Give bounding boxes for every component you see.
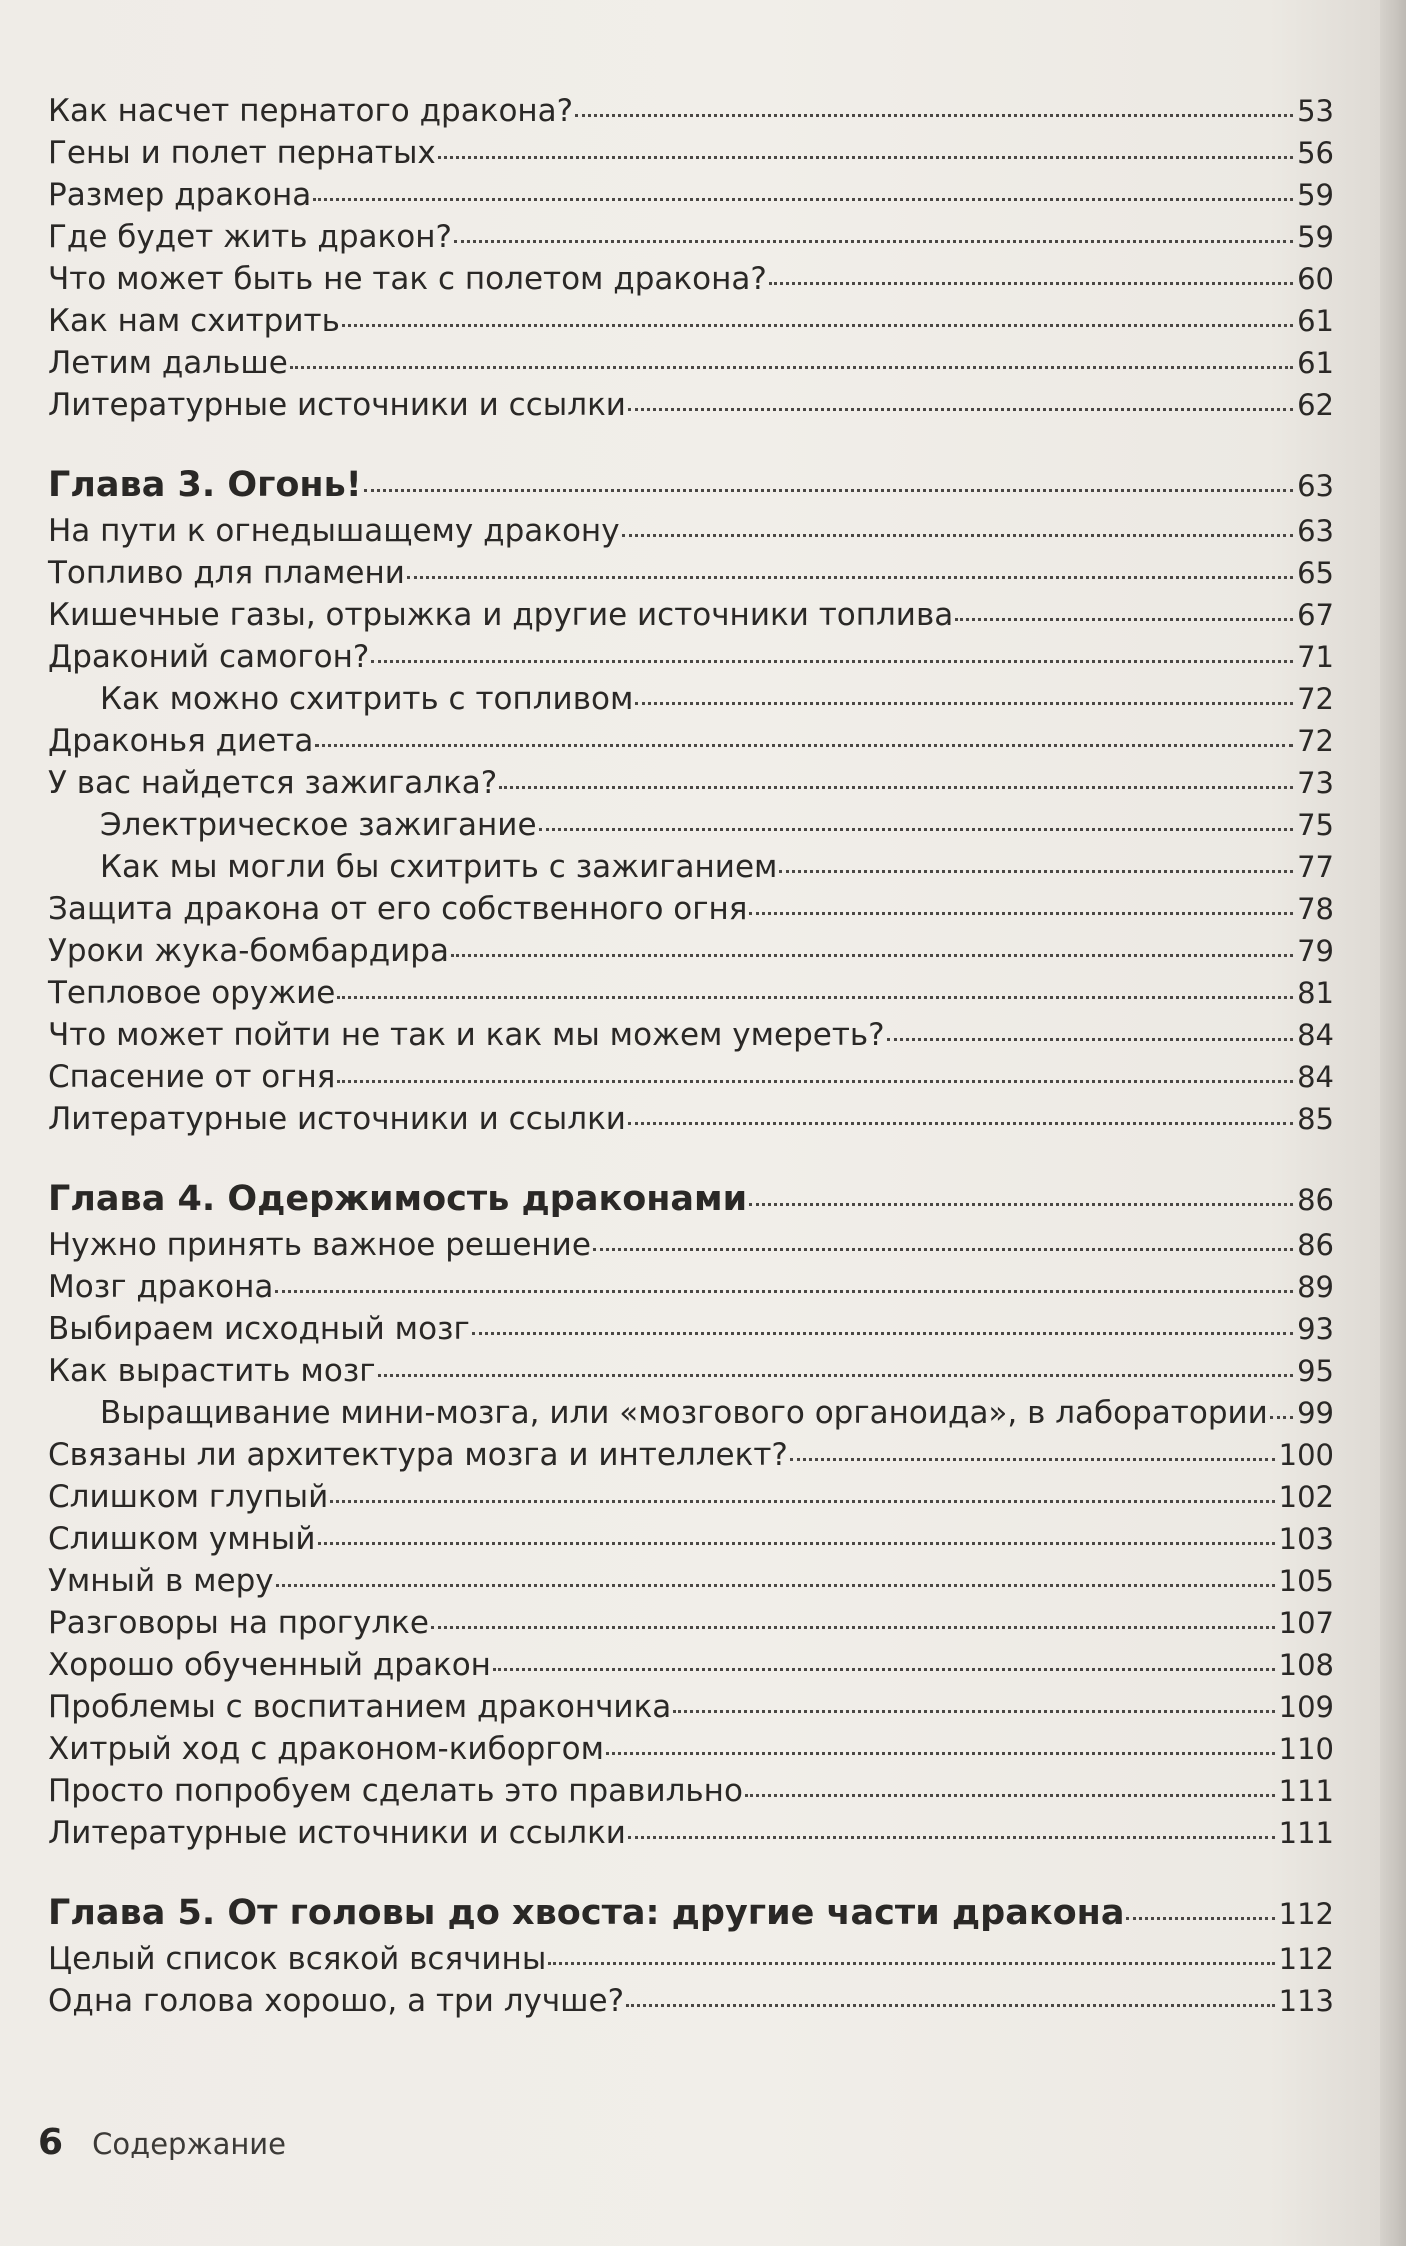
entry-page-number: 86 <box>1297 1183 1334 1217</box>
entry-title: Драконья диета <box>48 723 314 759</box>
dot-leader <box>955 618 1293 621</box>
page-footer <box>38 2118 286 2168</box>
toc-entry <box>48 552 1334 594</box>
entry-page-number: 113 <box>1278 1984 1334 2018</box>
entry-title: Умный в меру <box>48 1563 274 1599</box>
toc-entry <box>48 1560 1334 1602</box>
entry-page-number: 61 <box>1297 346 1334 380</box>
dot-leader <box>790 1458 1275 1461</box>
dot-leader <box>318 1542 1275 1545</box>
dot-leader <box>330 1500 1274 1503</box>
entry-title: Где будет жить дракон? <box>48 219 452 255</box>
entry-page-number: 63 <box>1297 469 1334 503</box>
entry-title: У вас найдется зажигалка? <box>48 765 498 801</box>
entry-title: Как нам схитрить <box>48 303 340 339</box>
entry-title: Разговоры на прогулке <box>48 1605 429 1641</box>
dot-leader <box>628 1836 1275 1839</box>
toc-entry <box>48 1266 1334 1308</box>
entry-page-number: 102 <box>1278 1480 1334 1514</box>
toc-entry <box>48 1644 1334 1686</box>
entry-page-number: 111 <box>1278 1774 1334 1808</box>
entry-title: Что может пойти не так и как мы можем умереть? <box>48 1017 885 1053</box>
toc-entry <box>48 258 1334 300</box>
dot-leader <box>622 534 1294 537</box>
entry-title: Размер дракона <box>48 177 312 213</box>
dot-leader <box>276 1584 1275 1587</box>
entry-page-number: 59 <box>1297 220 1334 254</box>
dot-leader <box>626 2004 1275 2007</box>
toc-entry <box>48 1938 1334 1980</box>
toc-entry <box>48 132 1334 174</box>
toc-entry <box>48 1770 1334 1812</box>
dot-leader <box>438 156 1293 159</box>
toc-section <box>48 1174 1334 1854</box>
dot-leader <box>472 1332 1293 1335</box>
entry-page-number: 84 <box>1297 1018 1334 1052</box>
toc-entry <box>48 930 1334 972</box>
toc-entry <box>48 384 1334 426</box>
entry-title: Как мы могли бы схитрить с зажиганием <box>100 849 778 885</box>
entry-title: Хорошо обученный дракон <box>48 1647 491 1683</box>
toc-entry <box>48 1812 1334 1854</box>
entry-title: Слишком умный <box>48 1521 316 1557</box>
dot-leader <box>575 114 1293 117</box>
dot-leader <box>749 1203 1293 1206</box>
entry-page-number: 100 <box>1278 1438 1334 1472</box>
toc-entry <box>48 594 1334 636</box>
entry-page-number: 112 <box>1278 1942 1334 1976</box>
entry-page-number: 99 <box>1297 1396 1334 1430</box>
chapter-heading <box>48 1888 1334 1938</box>
entry-title: Литературные источники и ссылки <box>48 1815 626 1851</box>
entry-page-number: 109 <box>1278 1690 1334 1724</box>
entry-page-number: 71 <box>1297 640 1334 674</box>
toc-entry <box>48 1602 1334 1644</box>
dot-leader <box>275 1290 1293 1293</box>
dot-leader <box>745 1794 1275 1797</box>
dot-leader <box>628 1122 1293 1125</box>
toc-entry <box>48 888 1334 930</box>
entry-page-number: 53 <box>1297 94 1334 128</box>
entry-page-number: 103 <box>1278 1522 1334 1556</box>
dot-leader <box>315 744 1293 747</box>
entry-title: Как вырастить мозг <box>48 1353 376 1389</box>
entry-title: Одна голова хорошо, а три лучше? <box>48 1983 625 2019</box>
dot-leader <box>378 1374 1294 1377</box>
entry-title: Гены и полет пернатых <box>48 135 436 171</box>
dot-leader <box>593 1248 1293 1251</box>
toc-entry <box>48 1224 1334 1266</box>
entry-title: Драконий самогон? <box>48 639 370 675</box>
entry-title: Связаны ли архитектура мозга и интеллект? <box>48 1437 788 1473</box>
entry-page-number: 112 <box>1278 1897 1334 1931</box>
toc-entry <box>48 1434 1334 1476</box>
entry-title: Проблемы с воспитанием дракончика <box>48 1689 672 1725</box>
toc-entry <box>48 342 1334 384</box>
entry-page-number: 93 <box>1297 1312 1334 1346</box>
toc-entry <box>48 762 1334 804</box>
toc-entry <box>48 174 1334 216</box>
toc-subentry <box>48 1392 1334 1434</box>
dot-leader <box>342 324 1293 327</box>
entry-title: Уроки жука-бомбардира <box>48 933 449 969</box>
dot-leader <box>628 408 1293 411</box>
section-gap <box>48 426 1334 460</box>
entry-title: Как можно схитрить с топливом <box>100 681 634 717</box>
entry-title: На пути к огнедышащему дракону <box>48 513 620 549</box>
entry-page-number: 110 <box>1278 1732 1334 1766</box>
toc-entry <box>48 510 1334 552</box>
entry-page-number: 108 <box>1278 1648 1334 1682</box>
toc-entry <box>48 636 1334 678</box>
entry-page-number: 67 <box>1297 598 1334 632</box>
footer-section-label: Содержание <box>92 2127 286 2161</box>
entry-title: Что может быть не так с полетом дракона? <box>48 261 767 297</box>
entry-page-number: 60 <box>1297 262 1334 296</box>
entry-page-number: 89 <box>1297 1270 1334 1304</box>
dot-leader <box>606 1752 1275 1755</box>
dot-leader <box>431 1626 1275 1629</box>
entry-page-number: 63 <box>1297 514 1334 548</box>
dot-leader <box>290 366 1293 369</box>
dot-leader <box>364 489 1293 492</box>
table-of-contents <box>48 90 1334 2022</box>
dot-leader <box>371 660 1293 663</box>
toc-subentry <box>48 804 1334 846</box>
entry-page-number: 111 <box>1278 1816 1334 1850</box>
entry-title: Тепловое оружие <box>48 975 336 1011</box>
dot-leader <box>451 954 1293 957</box>
toc-entry <box>48 1056 1334 1098</box>
dot-leader <box>454 240 1293 243</box>
entry-page-number: 86 <box>1297 1228 1334 1262</box>
entry-page-number: 73 <box>1297 766 1334 800</box>
dot-leader <box>673 1710 1274 1713</box>
dot-leader <box>337 996 1293 999</box>
entry-page-number: 79 <box>1297 934 1334 968</box>
toc-entry <box>48 90 1334 132</box>
toc-subentry <box>48 678 1334 720</box>
entry-page-number: 81 <box>1297 976 1334 1010</box>
section-gap <box>48 1140 1334 1174</box>
dot-leader <box>635 702 1293 705</box>
entry-title: Слишком глупый <box>48 1479 329 1515</box>
entry-title: Выбираем исходный мозг <box>48 1311 470 1347</box>
toc-section <box>48 1888 1334 2022</box>
toc-section <box>48 90 1334 426</box>
dot-leader <box>769 282 1293 285</box>
toc-section <box>48 460 1334 1140</box>
entry-title: Защита дракона от его собственного огня <box>48 891 748 927</box>
entry-title: Выращивание мини-мозга, или «мозгового органоида», в лаборатории <box>100 1395 1268 1431</box>
dot-leader <box>1270 1416 1293 1419</box>
toc-entry <box>48 1518 1334 1560</box>
entry-title: Глава 5. От головы до хвоста: другие части дракона <box>48 1893 1125 1933</box>
entry-page-number: 72 <box>1297 724 1334 758</box>
dot-leader <box>548 1962 1274 1965</box>
entry-page-number: 84 <box>1297 1060 1334 1094</box>
section-gap <box>48 1854 1334 1888</box>
entry-title: Глава 3. Огонь! <box>48 465 362 505</box>
entry-title: Электрическое зажигание <box>100 807 537 843</box>
toc-entry <box>48 216 1334 258</box>
entry-title: Глава 4. Одержимость драконами <box>48 1179 748 1219</box>
chapter-heading <box>48 460 1334 510</box>
entry-page-number: 85 <box>1297 1102 1334 1136</box>
entry-page-number: 56 <box>1297 136 1334 170</box>
entry-page-number: 78 <box>1297 892 1334 926</box>
toc-subentry <box>48 846 1334 888</box>
entry-page-number: 107 <box>1278 1606 1334 1640</box>
toc-entry <box>48 1014 1334 1056</box>
entry-title: Как насчет пернатого дракона? <box>48 93 574 129</box>
page-edge <box>1380 0 1406 2246</box>
toc-entry <box>48 1350 1334 1392</box>
toc-entry <box>48 1098 1334 1140</box>
dot-leader <box>887 1038 1293 1041</box>
dot-leader <box>499 786 1293 789</box>
entry-title: Летим дальше <box>48 345 288 381</box>
toc-entry <box>48 1476 1334 1518</box>
toc-entry <box>48 972 1334 1014</box>
entry-title: Мозг дракона <box>48 1269 274 1305</box>
entry-title: Литературные источники и ссылки <box>48 387 626 423</box>
entry-page-number: 77 <box>1297 850 1334 884</box>
entry-page-number: 105 <box>1278 1564 1334 1598</box>
toc-entry <box>48 1686 1334 1728</box>
entry-title: Просто попробуем сделать это правильно <box>48 1773 743 1809</box>
entry-page-number: 65 <box>1297 556 1334 590</box>
entry-title: Кишечные газы, отрыжка и другие источники топлива <box>48 597 954 633</box>
dot-leader <box>539 828 1294 831</box>
footer-page-number: 6 <box>38 2122 64 2163</box>
dot-leader <box>407 576 1293 579</box>
dot-leader <box>749 912 1293 915</box>
entry-page-number: 95 <box>1297 1354 1334 1388</box>
toc-entry <box>48 720 1334 762</box>
chapter-heading <box>48 1174 1334 1224</box>
entry-title: Спасение от огня <box>48 1059 336 1095</box>
entry-page-number: 61 <box>1297 304 1334 338</box>
toc-entry <box>48 300 1334 342</box>
dot-leader <box>493 1668 1275 1671</box>
entry-title: Нужно принять важное решение <box>48 1227 591 1263</box>
entry-title: Целый список всякой всячины <box>48 1941 547 1977</box>
dot-leader <box>337 1080 1293 1083</box>
toc-entry <box>48 1980 1334 2022</box>
dot-leader <box>779 870 1293 873</box>
entry-title: Литературные источники и ссылки <box>48 1101 626 1137</box>
dot-leader <box>313 198 1293 201</box>
toc-entry <box>48 1728 1334 1770</box>
entry-title: Хитрый ход с драконом-киборгом <box>48 1731 604 1767</box>
entry-page-number: 75 <box>1297 808 1334 842</box>
toc-entry <box>48 1308 1334 1350</box>
entry-page-number: 62 <box>1297 388 1334 422</box>
dot-leader <box>1126 1917 1274 1920</box>
entry-title: Топливо для пламени <box>48 555 405 591</box>
entry-page-number: 59 <box>1297 178 1334 212</box>
entry-page-number: 72 <box>1297 682 1334 716</box>
